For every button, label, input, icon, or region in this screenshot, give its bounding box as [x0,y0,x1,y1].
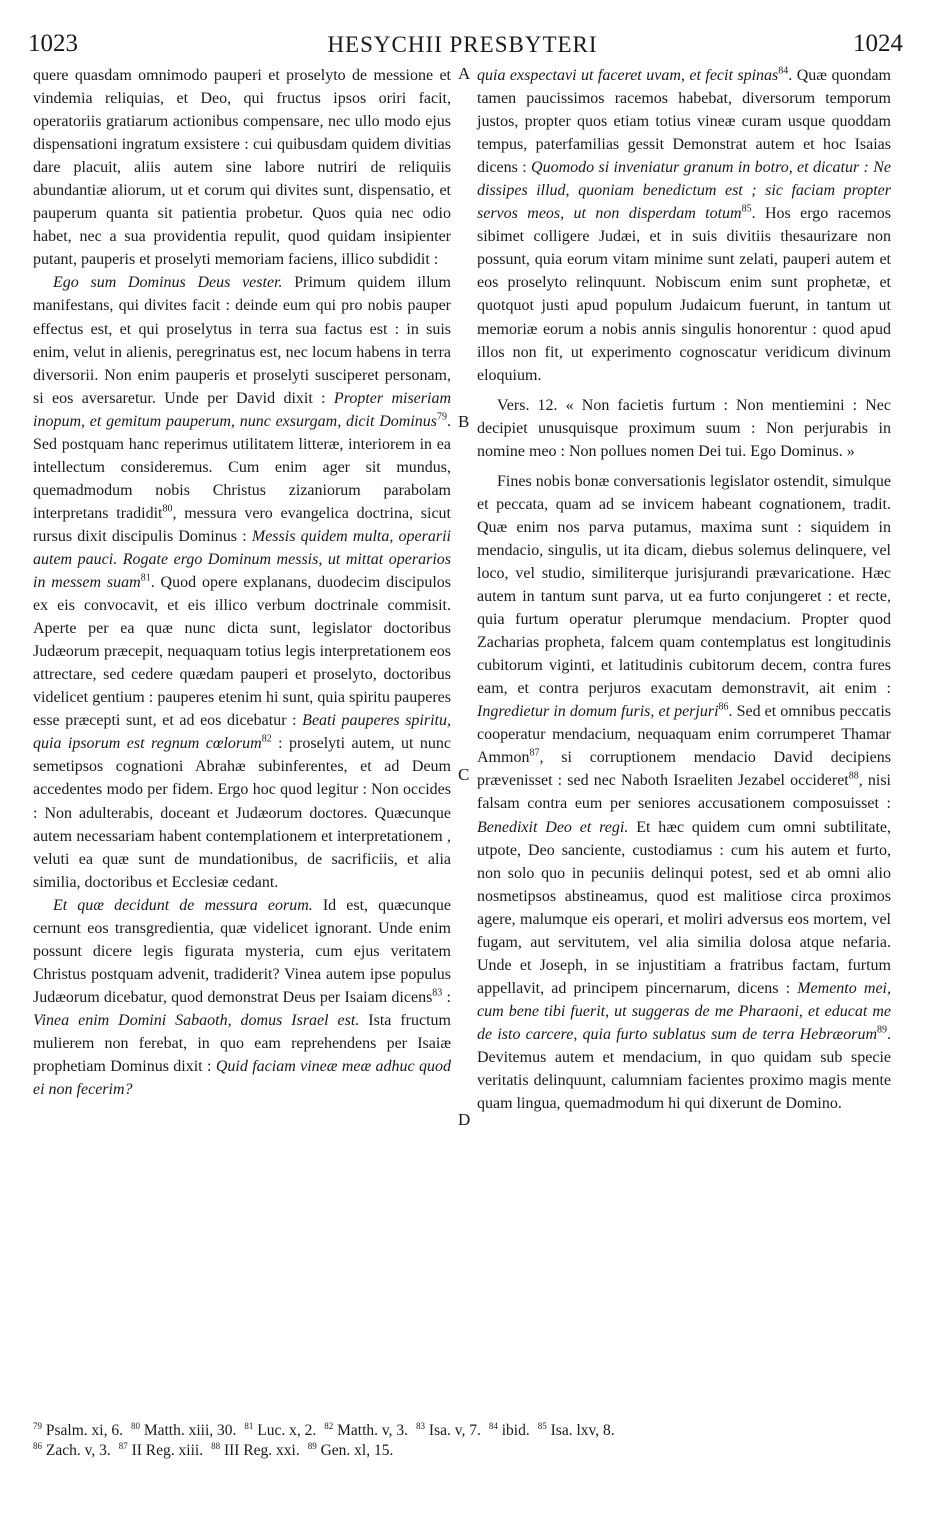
footnote-text: Gen. xl, 15. [316,1442,394,1459]
footnote-number: 80 [130,1420,140,1431]
footnote-ref: 87 [529,748,540,760]
footnote [131,1422,236,1439]
page-header [0,0,925,60]
italic-quotation: quia exspectavi ut faceret uvam, et fecit spinas [477,67,779,84]
footnote-ref: 88 [848,771,859,783]
footnote-text: Zach. v, 3. [42,1442,111,1459]
text-run: . Quod opere explanans, duodecim discipulos ex eis convocavit, et eis illico verbum doctrinale commisit. Aperte per ea quæ nunc dicta sunt, legislator doctoribus Judæorum præcepit, nequaquam totius legis interpretationem eos attrectare, sed cedere quædam pauperi et proselyto, doctoribus videlicet gentium : pauperes etenim hi sunt, quia spiritu pauperes esse præcepti sunt, et ad eos dicebatur : [33,574,452,730]
text-run: : [442,988,451,1006]
footnote-number: 86 [33,1440,42,1451]
footnote-ref: 86 [718,701,729,713]
paragraph [33,271,451,893]
footnote-ref: 84 [778,65,789,77]
footnote-number: 79 [33,1420,42,1431]
page-number-right: 1024 [853,30,903,57]
footnote-ref: 80 [162,503,173,515]
text-run: Ista fructum mulierem non ferebat, in quo eam reprehendens per Isaiæ prophetiam Dominus dixit : [33,1011,451,1076]
text-run: , si corruptionem mendacio David decipiens prævenisset : sed nec Naboth Israeliten Jezabel occideret [477,749,891,790]
italic-quotation: Vinea enim Domini Sabaoth, domus Israel est. [33,1011,360,1029]
running-title: HESYCHII PRESBYTERI [327,32,598,57]
paragraph [477,64,891,387]
footnote-number: 81 [244,1420,254,1431]
paragraph [33,64,451,271]
footnote-line [33,1441,903,1461]
footnote [211,1442,300,1459]
paragraph [33,894,451,1101]
italic-quotation: Et quæ decidunt de messura eorum. [53,896,313,914]
footnote-number: 89 [307,1440,317,1451]
footnote-ref: 83 [432,987,443,999]
footnote-number: 87 [118,1440,128,1451]
text-run: , messura vero evangelica doctrina, sicut rursus dixit discipulis Dominus : [33,504,451,545]
italic-quotation: Ego sum Dominus Deus vester. [53,274,283,292]
footnote-number: 88 [211,1440,221,1451]
page-number-left: 1023 [28,30,78,57]
footnote-text: II Reg. xiii. [127,1442,204,1459]
footnote-text: Psalm. xi, 6. [42,1422,123,1439]
text-run: Id est, quæcunque cernunt eos transgredientia, quæ videlicet ignorant. Unde enim possunt dicere legis figurata mysteria, cum ejus veritatem Christus postquam advenit, tradiderit? Vinea autem ipse populus Judæorum dicebatur, quod demonstrat Deus per Isaiam dicens [33,896,451,1006]
footnote-ref: 81 [140,572,151,584]
margin-marker-d: D [458,1110,471,1129]
footnote-text: III Reg. xxi. [220,1442,300,1459]
footnote-ref: 82 [261,734,272,746]
footnote [416,1422,481,1439]
text-run: . Sed et omnibus peccatis cooperatur mendacium, nequaquam enim corrumperet Thamar Ammon [477,703,892,767]
footnote [119,1442,203,1459]
footnote [33,1422,123,1439]
footnote-text: Isa. lxv, 8. [546,1422,615,1439]
paragraph [477,394,891,463]
footnote-text: Matth. xiii, 30. [139,1422,237,1439]
footnote-text: Isa. v, 7. [425,1422,481,1439]
text-run: , nisi falsam contra eum per seniores accusationem composuisset : [477,772,891,813]
italic-quotation: Beati pauperes spiritu, quia ipsorum est regnum cœlorum [33,712,451,753]
left-text-column [33,64,451,1101]
margin-marker-c: C [458,765,470,784]
footnote [489,1422,530,1439]
footnote [33,1442,111,1459]
italic-quotation: Ingredietur in domum furis, et perjuri [477,703,719,721]
footnote [308,1442,394,1459]
footnote-number: 83 [416,1420,426,1431]
footnotes [33,1421,903,1461]
italic-quotation: Memento mei, cum bene tibi fuerit, ut suggeras de me Pharaoni, et educat me de isto carcere, quia furto sublatus sum de terra Hebræorum [477,979,891,1043]
text-run: . Devitemus autem et mendacium, in quo quidam sub specie veritatis delinquunt, calumniam facientes proximo magis mente quam lingua, quemadmodum hi qui dixerunt de Domino. [477,1025,891,1113]
footnote-number: 82 [324,1420,334,1431]
margin-marker-b: B [458,412,470,431]
footnote-text: Matth. v, 3. [333,1422,409,1439]
footnote-ref: 89 [877,1024,887,1036]
footnote-ref: 85 [741,203,752,215]
margin-marker-a: A [458,64,471,83]
italic-quotation: Quid faciam vineæ meæ adhuc quod ei non fecerim? [33,1058,451,1099]
text-run: Fines nobis bonæ conversationis legislator ostendit, simulque et peccata, quam ad se invicem habeant cognationem, tradit. Quæ enim nos parva putamus, maxima sunt : siquidem in mendacio, singulis, ut ita dicam, diebus solemus delinquere, vel loco, vel studio, similiterque jurisjurandi prævaricatione. Hæc autem in tantum sunt parva, ut ea furto conjungeret : et recte, quia furtum operatur plerumque mendacium. Propter quod Zacharias propheta, falcem quam contemplatus est longitudinis cubitorum viginti, et latitudinis cubitorum decem, contra fures eam, et contra perjuros exacutam demonstravit, ait enim : [477,472,891,698]
text-run: . Hos ergo racemos sibimet colligere Judæi, et in suis divitiis thesaurizare non possunt, quia eorum vitam minime sunt zelati, pauperi autem et eos proselyto relinquunt. Nobiscum enim sunt prophetæ, et quotquot justi apud populum Judaicum fuerunt, in tantum ut memoriæ eorum a nobis annis singulis honorentur : quod apud illos non fit, ut experimento cognoscatur veridicum divinum eloquium. [477,205,891,384]
footnote [324,1422,408,1439]
footnote-text: ibid. [497,1422,530,1439]
italic-quotation: Benedixit Deo et regi. [477,818,629,836]
text-run: : proselyti autem, ut nunc semetipsos cognationi Abrahæ subinferentes, et ad Deum accedentes modo per fidem. Ergo hoc quod legitur : Non occides : Non adulterabis, doceant et Judæorum doctores. Quæcunque autem necessariam habent contemplationem et interpretationem , veluti ea quæ sunt de mundationibus, de sacrificiis, et alia similia, doctoribus et Ecclesiæ cedant. [33,735,451,891]
text-run: Primum quidem illum manifestans, qui divites facit : deinde eum qui pro nobis pauper effectus est, et qui proselytus in terra sua factus est : in suis enim, velut in alienis, peregrinatus est, nec locum habens in terra diversorii. Non enim pauperis et proselyti susciperet personam, si eos aversaretur. Unde per David dixit : [33,274,451,407]
text-run: Vers. 12. « Non facietis furtum : Non mentiemini : Nec decipiet unusquisque proximum suum : Non perjurabis in nomine meo : Non pollues nomen Dei tui. Ego Dominus. » [477,396,891,460]
text-run: Et hæc quidem cum omni subtilitate, utpote, Deo sanciente, custodiamus : cum his autem et furto, non solo quo in pecuniis delinqui potest, sed et ab omni alio nosmetipsos abstineamus, quod est malitiose circa proximos agere, malumque eis operari, et moliri adversus eos mortem, vel fugam, aut servitutem, vel alia similia dolosa atque nefaria. Unde et Joseph, in se injustitiam a fratribus factam, furtum appellavit, ad principem pincernarum, dicens : [477,818,891,997]
paragraph [477,470,891,1115]
footnote-number: 85 [537,1420,547,1431]
text-run: . Quæ quondam tamen paucissimos racemos habebat, diversorum temporum justos, propter quos etiam totius vineæ curam usque quoddam tempus, paterfamilias gessit Demonstrat autem et hoc Isaias dicens : [477,67,891,177]
footnote-ref: 79 [437,411,447,423]
footnote-number: 84 [488,1420,498,1431]
text-run: . Sed postquam hanc reperimus utilitatem litteræ, interiorem in ea intellectum consideremus. Cum enim ager sit mundus, quemadmodum nobis Christus zizaniorum parabolam interpretans tradidit [33,412,451,522]
italic-quotation: Quomodo si inveniatur granum in botro, et dicatur : Ne dissipes illud, quoniam benedictum est ; sic faciam propter servos meos, ut non disperdam totum [477,159,891,223]
footnote [244,1422,316,1439]
text-run: quere quasdam omnimodo pauperi et proselyto de messione et vindemia reliquias, et Deo, qui fructus ipsos oriri facit, operatoriis gratiarum actionibus compensare, nec ullo modo ejus dispensationi ingratum exsistere : cui quibusdam quidem divitias dare placuit, aliis autem sine labore nutriri de reliquiis abundantiæ aliorum, ut et corum qui divites sunt, dispensatio, et pauperum quanta sit patientia probetur. Quos quia nec odio habet, nec a sua providentia repulit, quod quidam insipienter putant, pauperis et proselyti memoriam faciens, illico subdidit : [33,67,451,269]
right-text-column [477,64,891,1115]
footnote-text: Luc. x, 2. [253,1422,317,1439]
italic-quotation: Propter miseriam inopum, et gemitum pauperum, nunc exsurgam, dicit Dominus [33,389,452,430]
italic-quotation: Messis quidem multa, operarii autem pauci. Rogate ergo Dominum messis, ut mittat operarios in messem suam [33,527,452,592]
footnote [538,1422,615,1439]
footnote-line [33,1421,903,1441]
